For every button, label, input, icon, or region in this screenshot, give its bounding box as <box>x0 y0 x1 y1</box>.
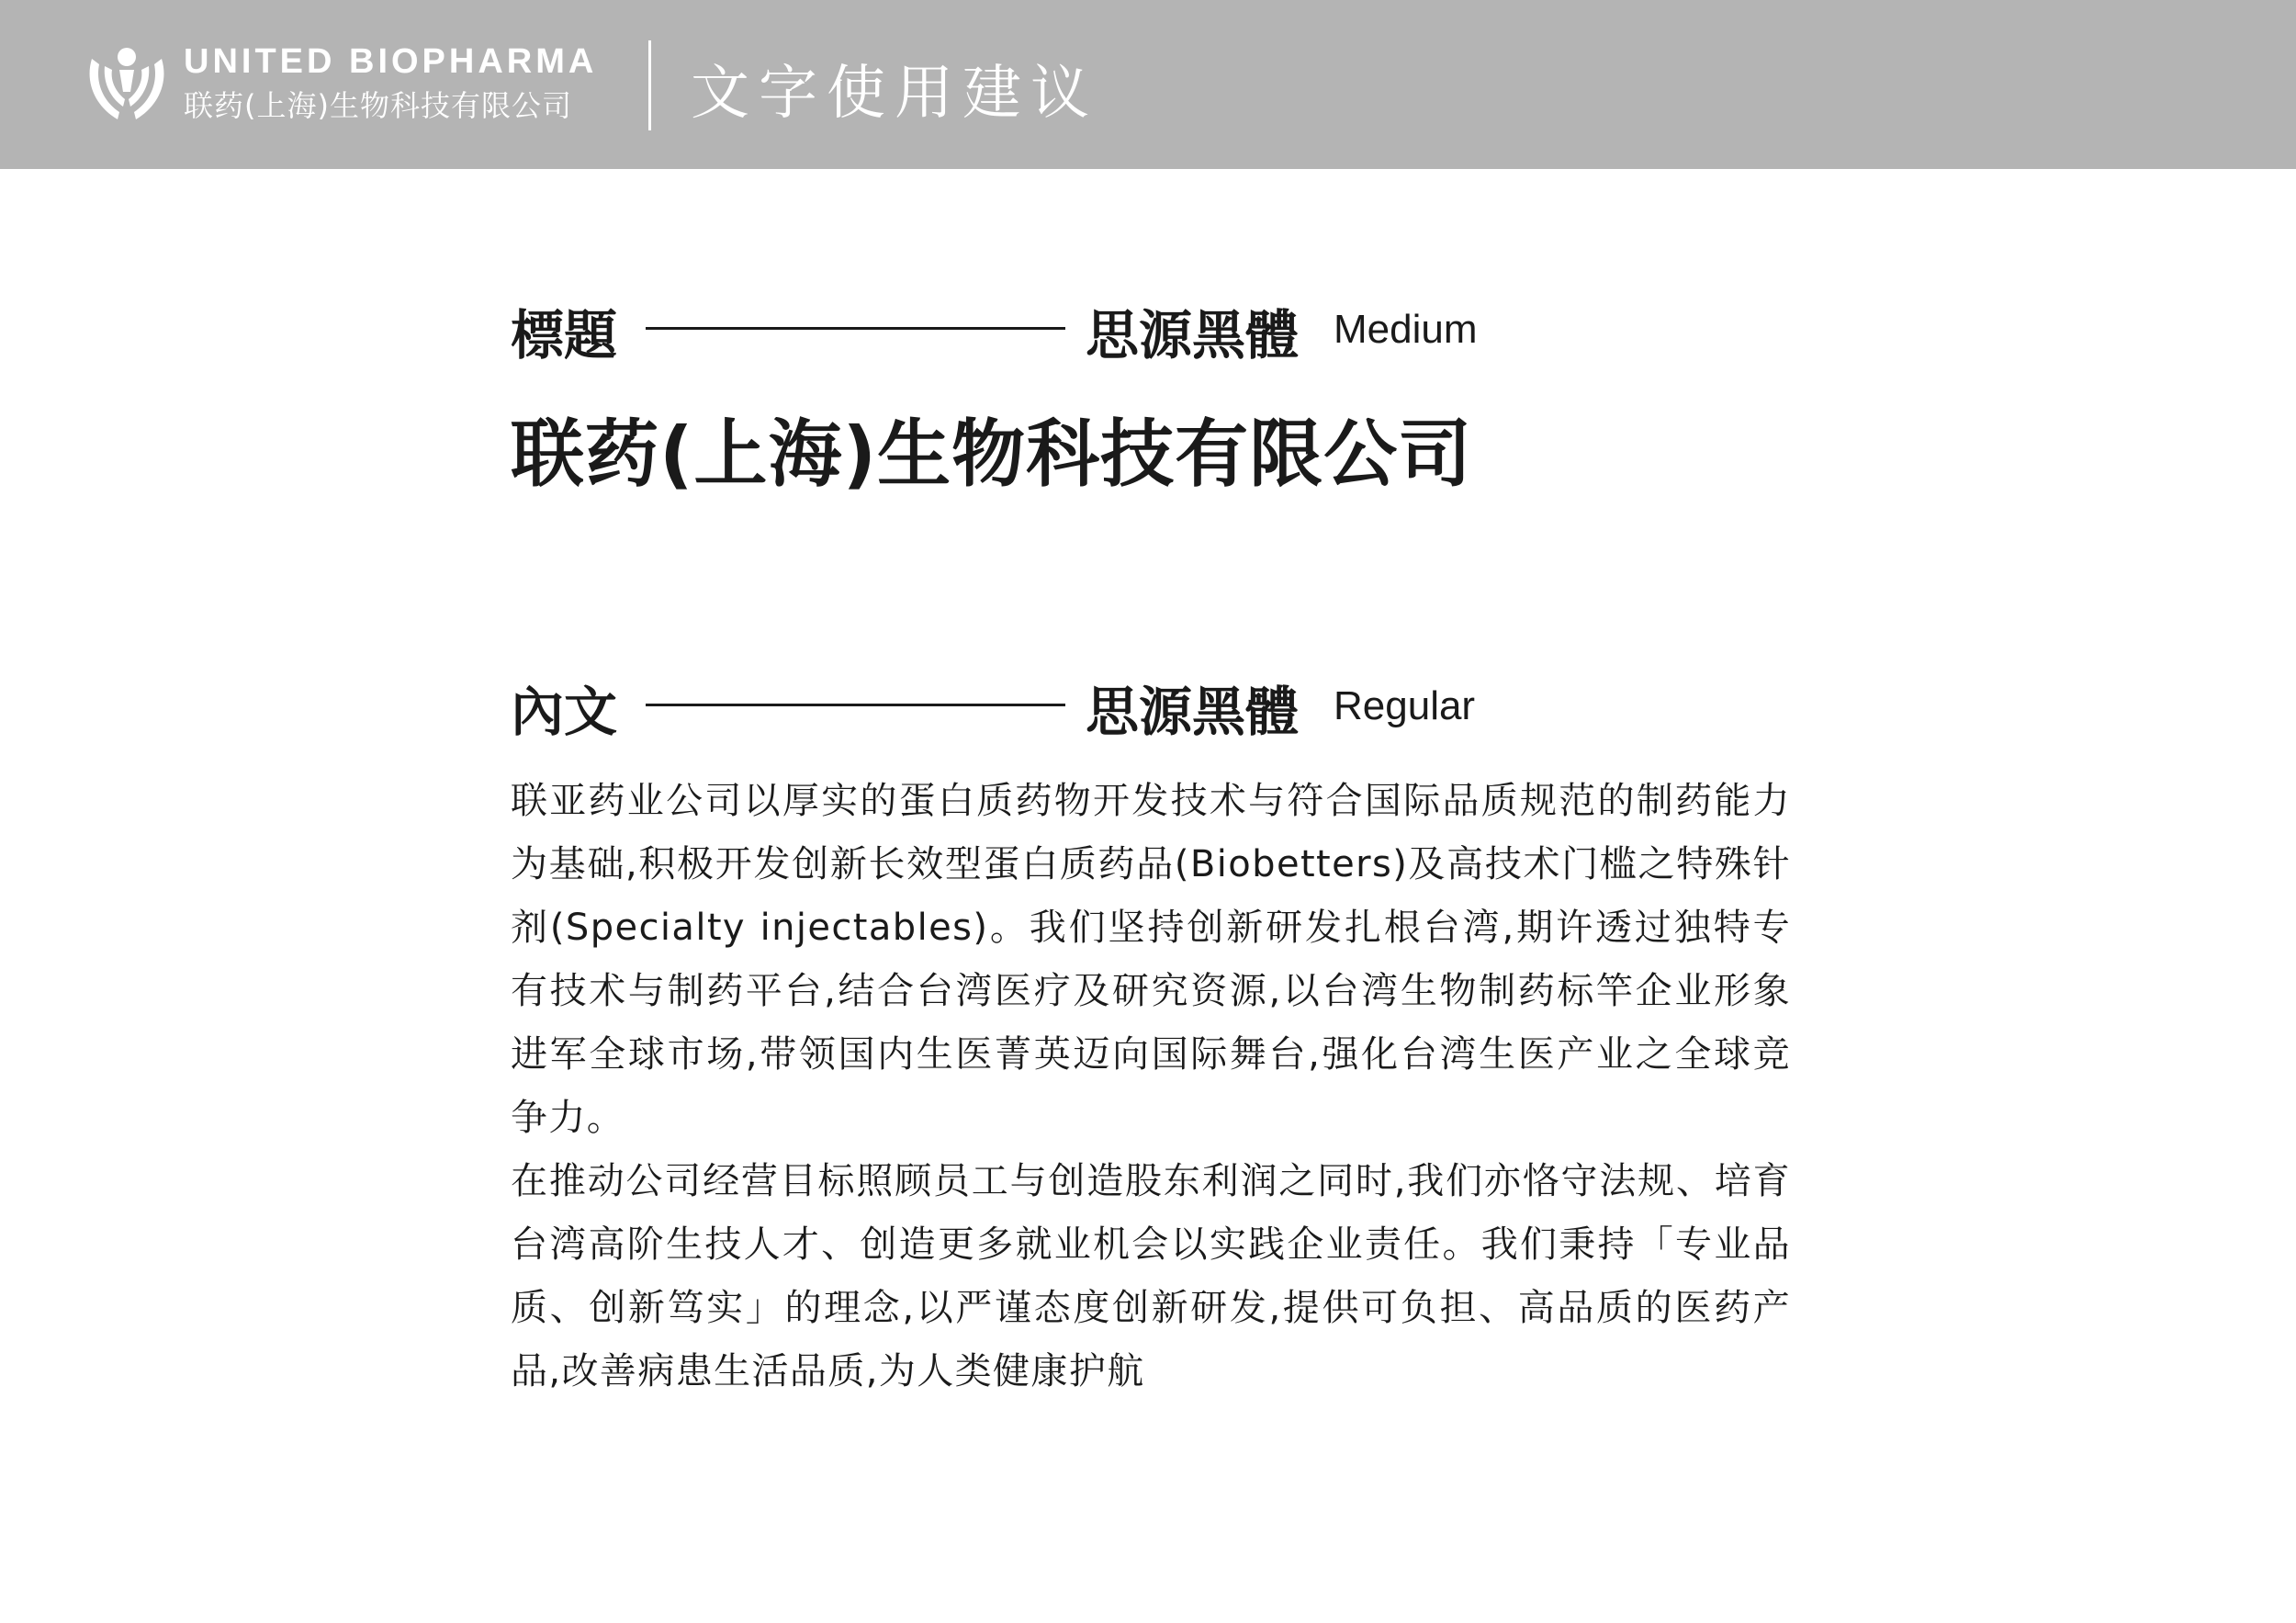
logo-english-name: UNITED BIOPHARMA <box>184 42 598 81</box>
header-divider <box>648 40 651 130</box>
body-label: 內文 <box>511 681 618 743</box>
header-bar <box>0 0 2296 169</box>
company-logo-icon <box>83 39 171 127</box>
heading-label: 標題 <box>511 304 618 366</box>
body-sample-text <box>511 770 1791 1403</box>
heading-sample: 联药(上海)生物科技有限公司 <box>511 411 1473 497</box>
heading-rule <box>646 327 1065 330</box>
body-rule <box>646 704 1065 706</box>
body-paragraph: 联亚药业公司以厚实的蛋白质药物开发技术与符合国际品质规范的制药能力为基础,积极开发创新长效型蛋白质药品(Biobetters)及高技术门槛之特殊针剂(Specialty injectables)。我们坚持创新研发扎根台湾,期许透过独特专有技术与制药平台,结合台湾医疗及研究资源,以台湾生物制药标竿企业形象进军全球市场,带领国内生医菁英迈向国际舞台,强化台湾生医产业之全球竞争力。 <box>511 780 1791 1139</box>
heading-font-weight: Medium <box>1334 307 1478 352</box>
page-title: 文字使用建议 <box>691 60 1098 128</box>
logo-chinese-name: 联药(上海)生物科技有限公司 <box>184 88 572 123</box>
heading-font-name: 思源黑體 <box>1086 304 1300 366</box>
body-font-name: 思源黑體 <box>1086 681 1300 743</box>
body-paragraph: 在推动公司经营目标照顾员工与创造股东利润之同时,我们亦恪守法规、培育台湾高阶生技人才、创造更多就业机会以实践企业责任。我们秉持「专业品质、创新笃实」的理念,以严谨态度创新研发,提供可负担、高品质的医药产品,改善病患生活品质,为人类健康护航 <box>511 1160 1791 1392</box>
body-font-weight: Regular <box>1334 683 1476 728</box>
